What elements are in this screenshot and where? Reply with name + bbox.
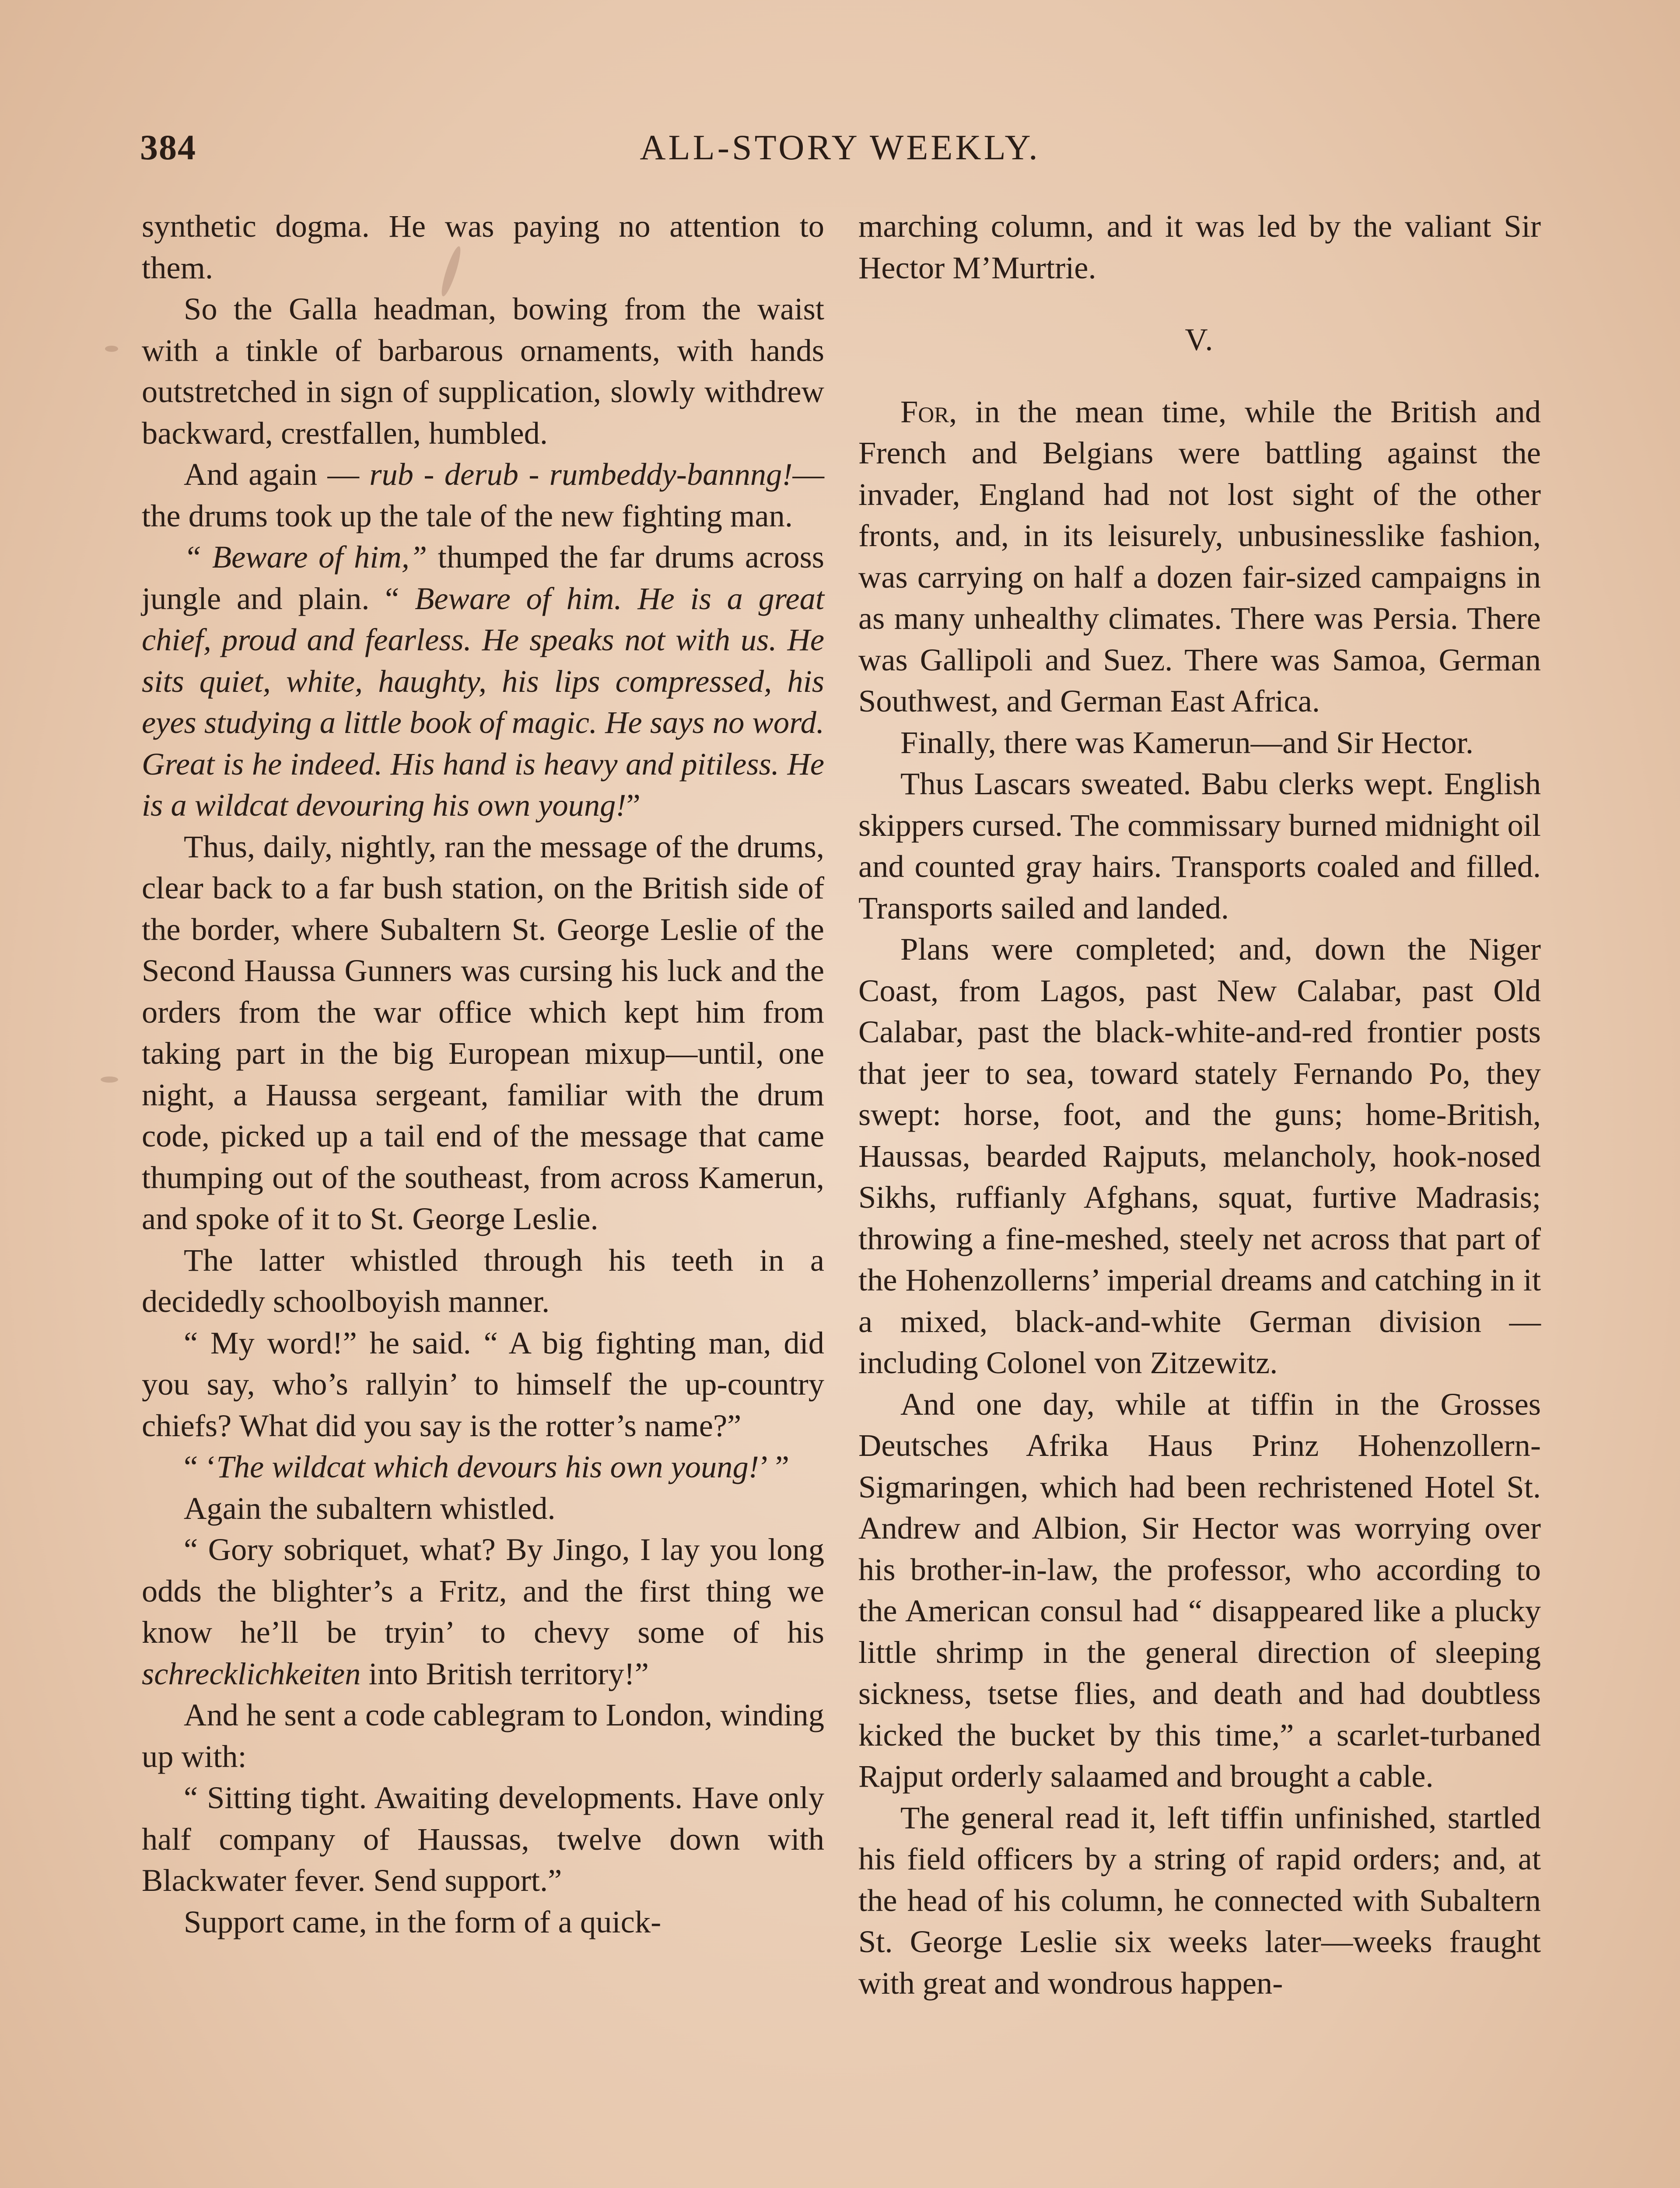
italic-text: “ Beware of him,” xyxy=(184,539,427,575)
paragraph xyxy=(142,1529,824,1694)
paragraph: And he sent a code cablegram to London, winding up with: xyxy=(142,1697,824,1774)
paragraph xyxy=(142,454,824,536)
paragraph: Support came, in the form of a quick- xyxy=(184,1904,662,1939)
paragraph: The latter whistled through his teeth in a decidedly schoolboyish manner. xyxy=(142,1242,824,1319)
paragraph: “ Sitting tight. Awaiting developments. Have only half company of Haussas, twelve down with Blackwater fever. Send support.” xyxy=(142,1780,824,1898)
text-run: “ ‘ xyxy=(184,1449,217,1484)
paragraph: Plans were completed; and, down the Niger Coast, from Lagos, past New Calabar, past Old Calabar, past the black-white-and-red frontier posts that jeer to sea, toward stately Fernando Po, they swept: horse, foot, and the guns; home-British, Haussas, bearded Rajputs, melancholy, hook-nosed Sikhs, ruffianly Afghans, squat, furtive Madrasis; throwing a fine-meshed, steely net across that part of the Hohenzollerns’ imperial dreams and catching in it a mixed, black-and-white German division —including Colonel von Zitzewitz. xyxy=(858,931,1541,1380)
paragraph: The general read it, left tiffin unfinished, startled his field officers by a string of rapid orders; and, at the head of his column, he connected with Subaltern St. George Leslie six weeks later—weeks fraught with great and wondrous happen- xyxy=(858,1799,1541,2001)
text-run: into British territory!” xyxy=(360,1655,649,1691)
left-column xyxy=(142,206,824,1943)
italic-text: rub - derub - rumbeddy-bannng! xyxy=(369,456,793,492)
text-run: ’ ” xyxy=(759,1449,789,1484)
paragraph: “ My word!” he said. “ A big fighting man, did you say, who’s rallyin’ to himself the up-country chiefs? What did you say is the rotter’s name?” xyxy=(142,1325,824,1443)
text-run: , in the mean time, while the British and French and Belgians were battling against the invader, England had not lost sight of the other fronts, and, in its leisurely, unbusinesslike fashion, was carrying on half a dozen fair-sized campaigns in as many unhealthy climates. There was Persia. There was Gallipoli and Suez. There was Samoa, German Southwest, and German East Africa. xyxy=(858,393,1541,719)
section-heading: V. xyxy=(1185,322,1214,357)
running-header xyxy=(140,127,1540,188)
running-title: ALL-STORY WEEKLY. xyxy=(640,127,1040,167)
paragraph: So the Galla headman, bowing from the waist with a tinkle of barbarous ornaments, with hands outstretched in sign of supplication, slowly withdrew backward, crestfallen, humbled. xyxy=(142,291,824,451)
text-run: “ Gory sobriquet, what? By Jingo, I lay you long odds the blighter’s a Fritz, and the first thing we know he’ll be tryin’ to chevy some of his xyxy=(142,1532,824,1650)
paper-stain xyxy=(101,1076,118,1083)
paper-stain xyxy=(105,346,118,352)
small-caps-text: For xyxy=(900,393,949,429)
paragraph: Again the subaltern whistled. xyxy=(184,1490,556,1526)
italic-text: schrecklichkeiten xyxy=(142,1655,361,1691)
text-run: thumped the far drums across jungle and plain. “ xyxy=(142,539,824,616)
paragraph: Finally, there was Kamerun—and Sir Hector. xyxy=(900,724,1474,760)
text-run: —the drums took up the tale of the new fighting man. xyxy=(142,456,825,533)
italic-text: Beware of him. He is a great chief, proud and fearless. He speaks not with us. He sits quiet, white, haughty, his lips compressed, his eyes studying a little book of magic. He says no word. Great is he indeed. His hand is heavy and pitiless. He is a wildcat devouring his own young! xyxy=(142,580,825,823)
paragraph: marching column, and it was led by the valiant Sir Hector M’Murtrie. xyxy=(858,208,1541,285)
paragraph: synthetic dogma. He was paying no attention to them. xyxy=(142,208,824,285)
text-run: ” xyxy=(626,787,640,823)
paragraph xyxy=(142,536,824,826)
paragraph xyxy=(142,1446,824,1488)
paragraph: And one day, while at tiffin in the Grosses Deutsches Afrika Haus Prinz Hohenzollern-Sigmaringen, which had been rechristened Hotel St. Andrew and Albion, Sir Hector was worrying over his brother-in-law, the professor, who according to the American consul had “ disappeared like a plucky little shrimp in the general direction of sleeping sickness, tsetse flies, and death and had doubtless kicked the bucket by this time,” a scarlet-turbaned Rajput orderly salaamed and brought a cable. xyxy=(858,1386,1541,1794)
paragraph: Thus Lascars sweated. Babu clerks wept. English skippers cursed. The commissary burned midnight oil and counted gray hairs. Transports coaled and filled. Transports sailed and landed. xyxy=(858,766,1541,926)
page-number: 384 xyxy=(140,127,196,167)
text-run: And again — xyxy=(184,456,370,492)
paragraph xyxy=(858,391,1541,722)
italic-text: The wildcat which devours his own young! xyxy=(216,1449,759,1484)
paragraph: Thus, daily, nightly, ran the message of the drums, clear back to a far bush station, on the British side of the border, where Subaltern St. George Leslie of the Second Haussa Gunners was cursing his luck and the orders from the war office which kept him from taking part in the big European mixup—until, one night, a Haussa sergeant, familiar with the drum code, picked up a tail end of the message that came thumping out of the southeast, from across Kamerun, and spoke of it to St. George Leslie. xyxy=(142,828,824,1236)
right-column xyxy=(858,206,1541,2004)
